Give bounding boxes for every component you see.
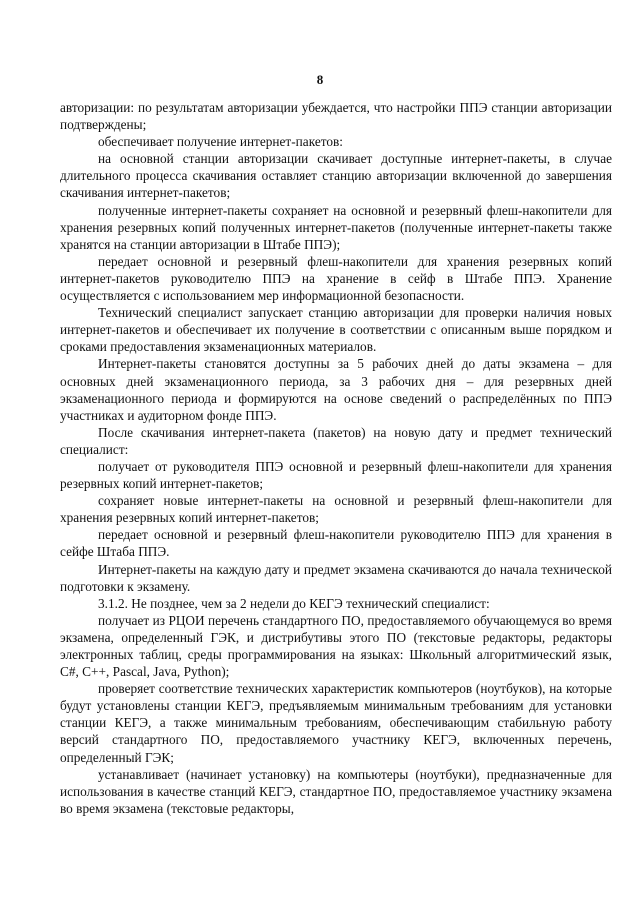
page-number: 8 — [316, 72, 324, 87]
paragraph: полученные интернет-пакеты сохраняет на основной и резервный флеш-накопители для хранения резервных копий полученных интернет-пакетов (полученные интернет-пакеты также хранятся на станции авторизации в Штабе ППЭ); — [60, 202, 612, 252]
paragraph: получает от руководителя ППЭ основной и резервный флеш-накопители для хранения резервных копий интернет-пакетов; — [60, 458, 612, 492]
paragraph: проверяет соответствие технических характеристик компьютеров (ноутбуков), на которые будут установлены станции КЕГЭ, предъявляемым минимальным требованиям для установки станции КЕГЭ, а также минимальным требованиям, обеспечивающим стабильную работу версий стандартного ПО, предоставляемого участнику КЕГЭ, включенных перечень, определенный ГЭК; — [60, 681, 612, 765]
paragraph: 3.1.2. Не позднее, чем за 2 недели до КЕГЭ технический специалист: — [98, 595, 490, 611]
paragraph: обеспечивает получение интернет-пакетов: — [98, 134, 343, 150]
paragraph: сохраняет новые интернет-пакеты на основной и резервный флеш-накопители для хранения резервных копий интернет-пакетов; — [60, 493, 612, 526]
paragraph: Интернет-пакеты становятся доступны за 5 рабочих дней до даты экзамена – для основных дней экзаменационного периода, за 3 рабочих дня – для резервных дней экзаменационного периода и формируются на основе сведений о распределённых по ППЭ участниках и аудиторном фонде ППЭ. — [60, 356, 612, 423]
paragraph: Технический специалист запускает станцию авторизации для проверки наличия новых интернет-пакетов и обеспечивает их получение в соответствии с описанным выше порядком и сроками предоставления экзаменационных материалов. — [60, 305, 612, 355]
paragraph: передает основной и резервный флеш-накопители руководителю ППЭ для хранения в сейфе Штаба ППЭ. — [60, 527, 612, 560]
paragraph: передает основной и резервный флеш-накопители для хранения резервных копий интернет-пакетов руководителю ППЭ на хранение в сейф в Штабе ППЭ. Хранение осуществляется с использованием мер информационной безопасности. — [60, 253, 612, 304]
paragraph: Интернет-пакеты на каждую дату и предмет экзамена скачиваются до начала технической подготовки к экзамену. — [60, 561, 612, 594]
paragraph: получает из РЦОИ перечень стандартного ПО, предоставляемого обучающемуся во время экзамена, определенный ГЭК, и дистрибутивы этого ПО (текстовые редакторы, редакторы электронных таблиц, среды программирования на языках: Школьный алгоритмический язык, C#, C++, Pascal, Java, Python); — [60, 612, 612, 680]
paragraph: авторизации: по результатам авторизации убеждается, что настройки ППЭ станции авторизации подтверждены; — [60, 100, 612, 133]
paragraph: устанавливает (начинает установку) на компьютеры (ноутбуки), предназначенные для использования в качестве станций КЕГЭ, стандартное ПО, предоставляемое участнику экзамена во время экзамена (текстовые редакторы, — [60, 766, 612, 816]
body-text — [60, 99, 612, 817]
paragraph: на основной станции авторизации скачивает доступные интернет-пакеты, в случае длительного процесса скачивания оставляет станцию авторизации включенной до завершения скачивания интернет-пакетов; — [60, 151, 612, 201]
paragraph: После скачивания интернет-пакета (пакетов) на новую дату и предмет технический специалист: — [60, 424, 612, 457]
